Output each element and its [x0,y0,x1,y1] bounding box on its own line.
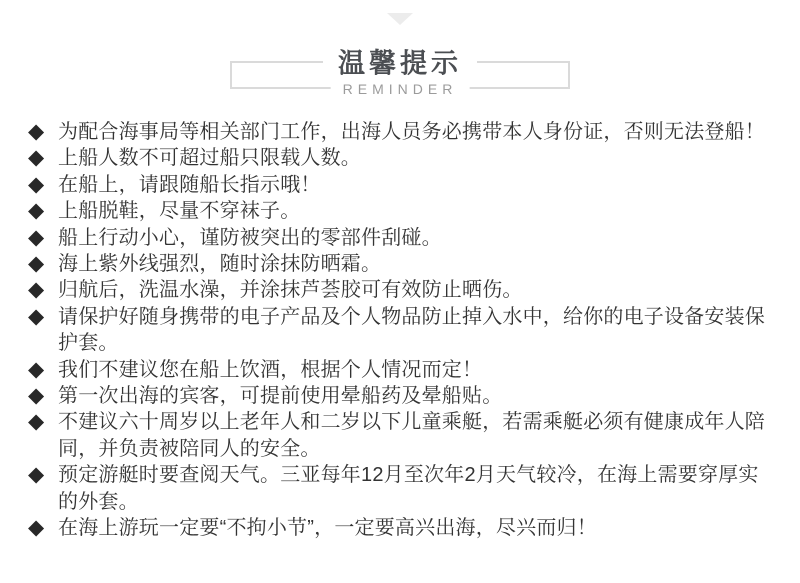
list-item [28,462,772,515]
page-subtitle: REMINDER [331,81,470,97]
reminder-text: 海上紫外线强烈，随时涂抹防晒霜。 [58,253,382,276]
diamond-bullet-icon: ◆ [28,516,45,540]
diamond-bullet-icon: ◆ [28,199,45,223]
reminder-text: 归航后，洗温水澡，并涂抹芦荟胶可有效防止晒伤。 [58,279,523,302]
reminder-text: 我们不建议您在船上饮酒，根据个人情况而定！ [58,358,483,381]
list-item [28,383,772,409]
list-item [28,225,772,251]
list-item [28,172,772,198]
list-item [28,357,772,383]
diamond-bullet-icon: ◆ [28,357,45,381]
list-item [28,145,772,171]
reminder-text: 请保护好随身携带的电子产品及个人物品防止掉入水中，给你的电子设备安装保护套。 [58,305,765,355]
diamond-bullet-icon: ◆ [28,172,45,196]
diamond-bullet-icon: ◆ [28,304,45,328]
list-item [28,277,772,303]
list-item [28,198,772,224]
page-title: 温馨提示 [323,42,477,81]
diamond-bullet-icon: ◆ [28,225,45,249]
header-frame [230,48,570,97]
list-item [28,119,772,145]
diamond-bullet-icon: ◆ [28,384,45,408]
list-item [28,251,772,277]
diamond-bullet-icon: ◆ [28,463,45,487]
reminder-text: 船上行动小心，谨防被突出的零部件刮碰。 [58,226,442,249]
reminder-text: 在海上游玩一定要“不拘小节”，一定要高兴出海，尽兴而归！ [58,517,597,540]
reminder-text: 为配合海事局等相关部门工作，出海人员务必携带本人身份证，否则无法登船！ [58,121,765,143]
diamond-bullet-icon: ◆ [28,120,45,143]
diamond-bullet-icon: ◆ [28,252,45,276]
down-triangle-icon [387,13,413,25]
reminder-text: 预定游艇时要查阅天气。三亚每年12月至次年2月天气较冷，在海上需要穿厚实的外套。 [58,464,759,513]
reminder-text: 不建议六十周岁以上老年人和二岁以下儿童乘艇，若需乘艇必须有健康成年人陪同，并负责被陪同人的安全。 [58,411,765,460]
diamond-bullet-icon: ◆ [28,410,45,434]
list-item [28,515,772,541]
reminder-text: 上船脱鞋，尽量不穿袜子。 [58,200,301,223]
reminder-text: 上船人数不可超过船只限载人数。 [58,147,361,170]
reminder-text: 第一次出海的宾客，可提前使用晕船药及晕船贴。 [58,385,503,408]
diamond-bullet-icon: ◆ [28,146,45,170]
diamond-bullet-icon: ◆ [28,278,45,302]
reminder-text: 在船上，请跟随船长指示哦！ [58,173,321,196]
list-item [28,304,772,357]
list-item [28,409,772,462]
reminder-list [28,119,772,542]
